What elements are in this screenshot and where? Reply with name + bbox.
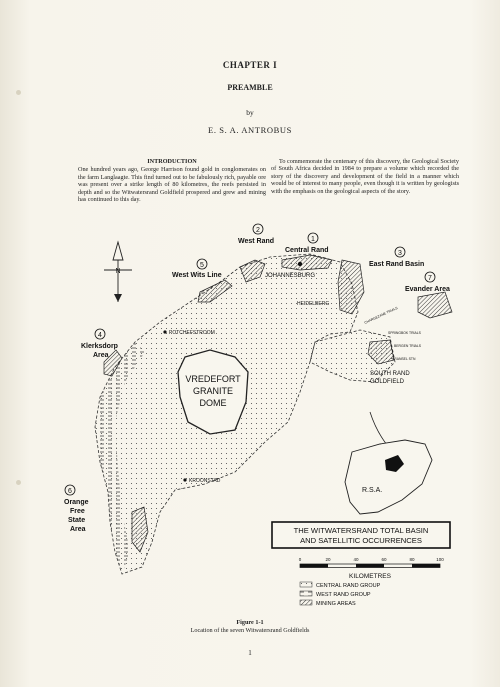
scale-tick: 100 — [436, 557, 444, 562]
field-3-marker — [369, 247, 424, 268]
dome-label-2: GRANITE — [192, 386, 234, 396]
svg-text:2: 2 — [256, 227, 260, 234]
south-rand-label-2: GOLDFIELD — [370, 379, 405, 385]
section-heading: PREAMBLE — [227, 83, 273, 92]
author-name: E. S. A. ANTROBUS — [208, 125, 292, 135]
svg-text:5: 5 — [200, 262, 204, 269]
potchefstroom-marker — [163, 330, 166, 333]
legend-central-rand: CENTRAL RAND GROUP — [316, 583, 381, 589]
inset-label: R.S.A. — [362, 487, 383, 494]
field-2-label: West Rand — [238, 238, 275, 245]
scale-tick: 0 — [298, 557, 302, 562]
legend-west-rand: WEST RAND GROUP — [316, 592, 371, 598]
town-kroonstad: KROONSTAD — [189, 478, 221, 484]
north-arrow-icon — [104, 242, 132, 302]
right-column — [271, 158, 459, 195]
north-label: N — [115, 268, 121, 275]
field-4-label-2: Area — [93, 352, 109, 359]
chapter-heading: CHAPTER I — [222, 60, 278, 70]
field-7-marker — [405, 272, 450, 293]
intro-column — [78, 158, 266, 203]
rsa-inset-map — [345, 440, 432, 514]
dome-label-3: DOME — [199, 398, 227, 408]
south-rand-label-1: SOUTH RAND — [370, 371, 410, 377]
trial-label-4: KRANSEL STN — [392, 357, 416, 361]
field-5-label: West Wits Line — [172, 272, 222, 279]
field-2-marker — [238, 224, 274, 245]
dome-label-1: VREDEFORT — [185, 374, 241, 384]
svg-text:7: 7 — [428, 275, 432, 282]
town-johannesburg: JOHANNESBURG — [265, 273, 316, 279]
town-potchefstroom: POTCHEFSTROOM — [169, 330, 215, 336]
town-heidelberg: HEIDELBERG — [297, 301, 330, 307]
figure-caption: Location of the seven Witwatersrand Goldfields — [190, 627, 310, 634]
field-5-marker — [172, 259, 222, 279]
svg-text:3: 3 — [398, 250, 402, 257]
field-3-label: East Rand Basin — [369, 261, 425, 268]
scale-tick: 40 — [353, 557, 359, 562]
by-line: by — [246, 108, 254, 117]
map-title-line2: AND SATELLITIC OCCURRENCES — [300, 536, 422, 545]
field-1-marker — [285, 233, 329, 254]
legend-mining-areas: MINING AREAS — [316, 601, 356, 607]
field-6-label-3: State — [68, 517, 86, 524]
field-6-marker — [64, 485, 89, 533]
basin-map — [60, 222, 470, 614]
intro-paragraph: One hundred years ago, George Harrison found gold in conglomerates on the farm Langlaagte. This find turned out to be fabulously rich, payable ore was present over a strike length of 80 kilometres, the reefs persisted in depth and so the Witwatersrand Goldfield prospered and grew and mining has continued to this day. — [78, 166, 266, 204]
johannesburg-marker — [298, 262, 302, 266]
scale-unit: KILOMETRES — [349, 573, 391, 580]
binding-mark — [16, 480, 21, 485]
map-title-line1: THE WITWATERSRAND TOTAL BASIN — [293, 526, 429, 535]
trial-label-2: SPRINGBOK TRIALS — [388, 331, 421, 335]
field-6-label-4: Area — [70, 526, 86, 533]
svg-text:4: 4 — [98, 332, 102, 339]
intro-heading: INTRODUCTION — [147, 158, 197, 165]
commemoration-paragraph: To commemorate the centenary of this discovery, the Geological Society of South Africa decided in 1984 to prepare a volume which recorded the story of the discovery and development of the field in a manner which would be of interest to many people, even though it is written by geologists with the emphasis on the geological aspects of the story. — [271, 158, 459, 195]
svg-text:6: 6 — [68, 488, 72, 495]
trial-label-1: CHARGEZANE TRIALS — [363, 305, 399, 325]
field-4-label: Klerksdorp — [81, 343, 118, 350]
map-legend — [300, 582, 381, 607]
map-title-box — [272, 522, 450, 548]
basin-map-svg — [60, 222, 470, 614]
scale-tick: 60 — [381, 557, 387, 562]
scale-bar — [299, 557, 445, 580]
page-number: 1 — [248, 649, 252, 657]
field-1-label: Central Rand — [285, 247, 329, 254]
field-6-label: Orange — [64, 499, 89, 506]
scale-tick: 20 — [325, 557, 331, 562]
mining-area-east-rand — [338, 260, 364, 314]
kroonstad-marker — [183, 478, 186, 481]
scale-tick: 80 — [409, 557, 415, 562]
field-6-label-2: Free — [70, 508, 85, 515]
mining-area-evander — [418, 292, 452, 318]
figure-title: Figure 1-1 — [236, 619, 264, 626]
field-7-label: Evander Area — [405, 286, 450, 293]
svg-text:1: 1 — [311, 236, 315, 243]
trial-label-3: BERGEN TRIALS — [394, 344, 422, 348]
